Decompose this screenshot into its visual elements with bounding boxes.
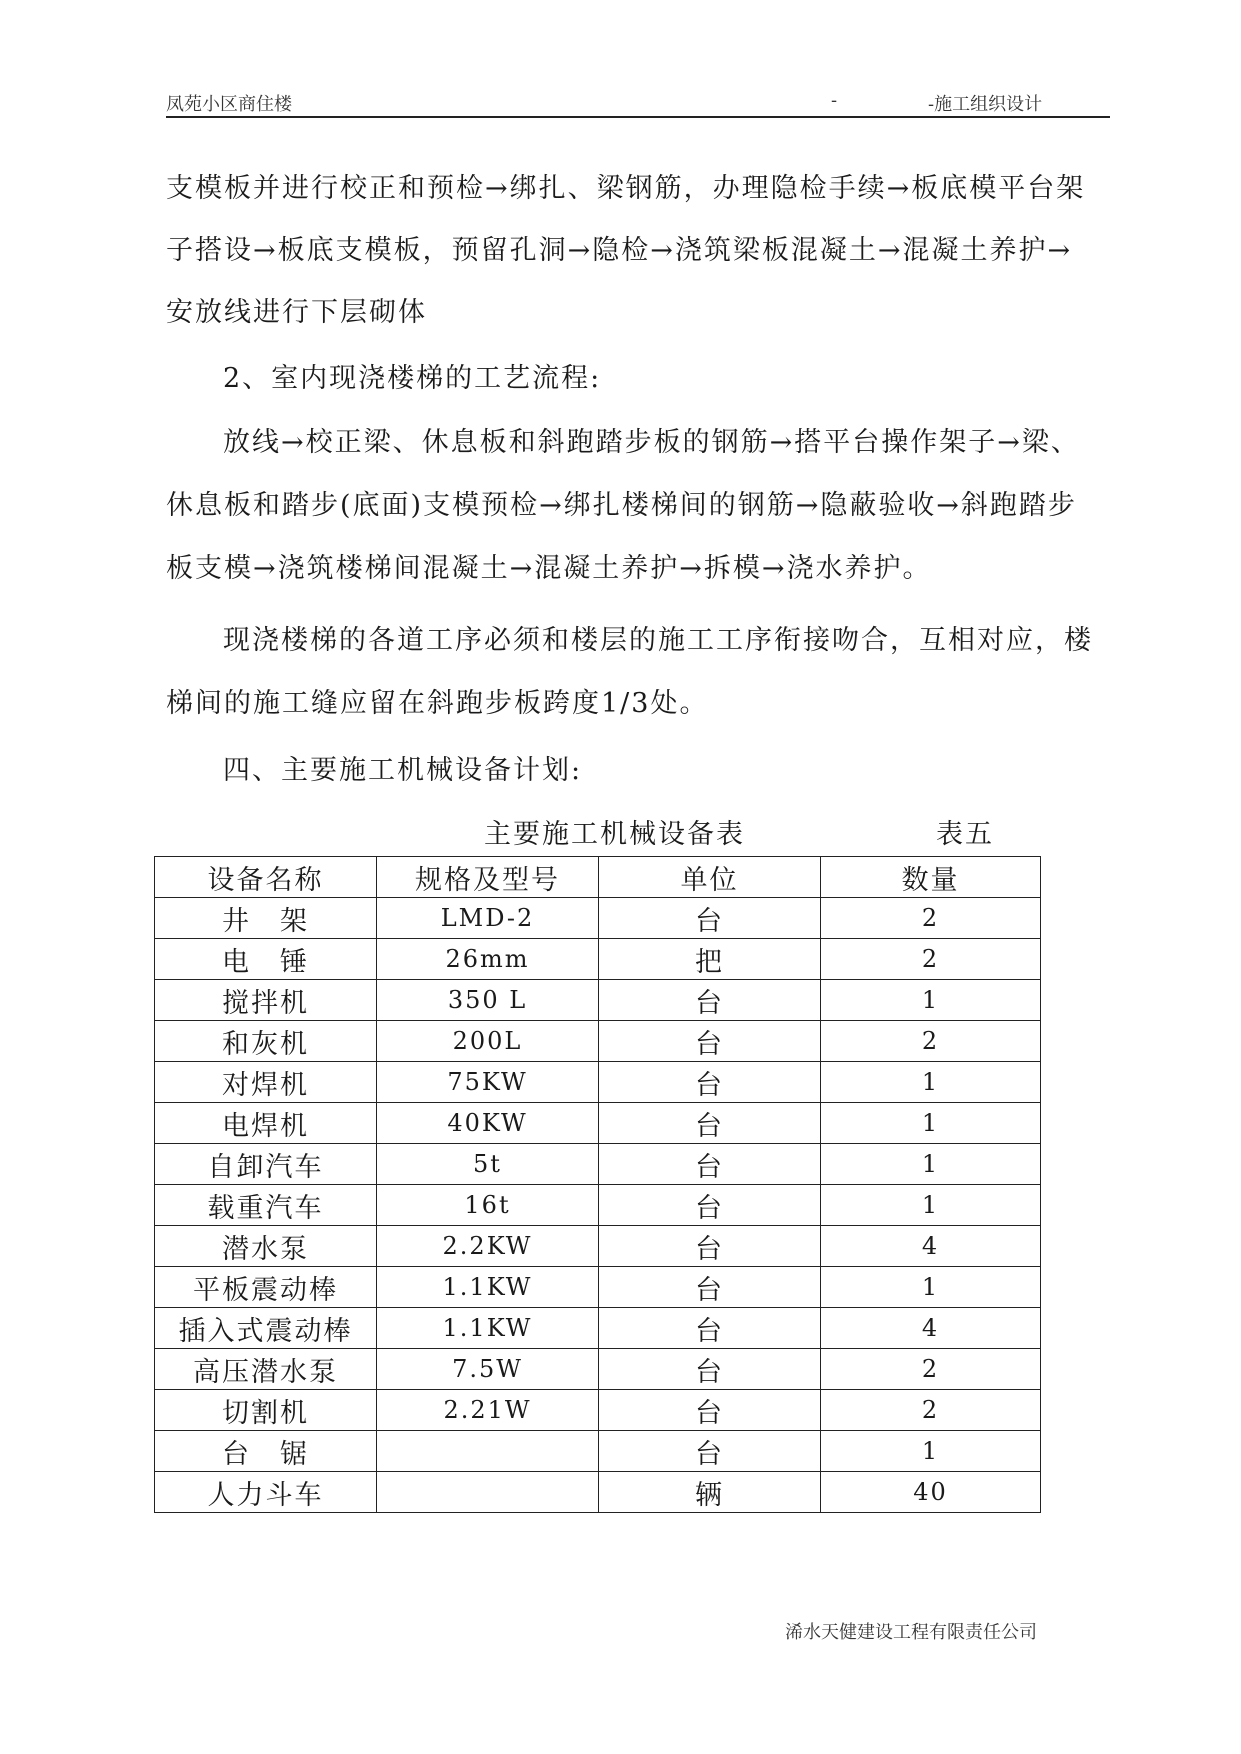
cell-equipment-name: 切割机 xyxy=(155,1390,377,1431)
table-body xyxy=(155,898,1041,1513)
cell-spec xyxy=(377,1431,599,1472)
column-header: 单位 xyxy=(599,857,821,898)
cell-unit: 台 xyxy=(599,1144,821,1185)
table-row xyxy=(155,1021,1041,1062)
cell-unit: 台 xyxy=(599,1103,821,1144)
cell-quantity: 40 xyxy=(821,1472,1041,1513)
cell-equipment-name: 台 锯 xyxy=(155,1431,377,1472)
cell-quantity: 1 xyxy=(821,1144,1041,1185)
cell-quantity: 2 xyxy=(821,1021,1041,1062)
cell-spec: 350 L xyxy=(377,980,599,1021)
equipment-table xyxy=(154,856,1041,1513)
cell-quantity: 2 xyxy=(821,898,1041,939)
table-row xyxy=(155,1103,1041,1144)
cell-spec: 7.5W xyxy=(377,1349,599,1390)
cell-equipment-name: 电焊机 xyxy=(155,1103,377,1144)
text-line: 休息板和踏步(底面)支模预检→绑扎楼梯间的钢筋→隐蔽验收→斜跑踏步 xyxy=(166,490,1077,521)
table-row xyxy=(155,1185,1041,1226)
cell-equipment-name: 高压潜水泵 xyxy=(155,1349,377,1390)
cell-spec: 5t xyxy=(377,1144,599,1185)
table-header-row xyxy=(155,857,1041,898)
cell-equipment-name: 搅拌机 xyxy=(155,980,377,1021)
cell-equipment-name: 载重汽车 xyxy=(155,1185,377,1226)
cell-equipment-name: 平板震动棒 xyxy=(155,1267,377,1308)
table-row xyxy=(155,1349,1041,1390)
text-line: 梯间的施工缝应留在斜跑步板跨度1/3处。 xyxy=(166,688,709,719)
cell-quantity: 1 xyxy=(821,1267,1041,1308)
cell-spec: 200L xyxy=(377,1021,599,1062)
cell-quantity: 2 xyxy=(821,1390,1041,1431)
table-row xyxy=(155,1308,1041,1349)
cell-quantity: 1 xyxy=(821,1062,1041,1103)
table-row xyxy=(155,1267,1041,1308)
cell-spec: 2.2KW xyxy=(377,1226,599,1267)
cell-unit: 台 xyxy=(599,1349,821,1390)
text-line: 现浇楼梯的各道工序必须和楼层的施工工序衔接吻合，互相对应，楼 xyxy=(223,625,1093,656)
cell-unit: 台 xyxy=(599,1267,821,1308)
cell-spec: 1.1KW xyxy=(377,1308,599,1349)
table-row xyxy=(155,1472,1041,1513)
column-header: 数量 xyxy=(821,857,1041,898)
cell-quantity: 1 xyxy=(821,980,1041,1021)
cell-unit: 台 xyxy=(599,1308,821,1349)
cell-equipment-name: 潜水泵 xyxy=(155,1226,377,1267)
cell-unit: 台 xyxy=(599,1021,821,1062)
cell-quantity: 2 xyxy=(821,939,1041,980)
cell-spec: 1.1KW xyxy=(377,1267,599,1308)
cell-spec: 40KW xyxy=(377,1103,599,1144)
header-separator: - xyxy=(831,90,838,111)
cell-quantity: 1 xyxy=(821,1185,1041,1226)
text-line: 子搭设→板底支模板，预留孔洞→隐检→浇筑梁板混凝土→混凝土养护→ xyxy=(166,235,1073,266)
page-header xyxy=(166,86,1110,118)
cell-equipment-name: 和灰机 xyxy=(155,1021,377,1062)
cell-spec: 75KW xyxy=(377,1062,599,1103)
cell-spec: 26mm xyxy=(377,939,599,980)
table-caption: 主要施工机械设备表 xyxy=(484,819,745,850)
cell-quantity: 2 xyxy=(821,1349,1041,1390)
cell-unit: 辆 xyxy=(599,1472,821,1513)
cell-equipment-name: 人力斗车 xyxy=(155,1472,377,1513)
table-number: 表五 xyxy=(936,819,994,850)
table-row xyxy=(155,939,1041,980)
table-row xyxy=(155,1144,1041,1185)
cell-spec xyxy=(377,1472,599,1513)
cell-unit: 台 xyxy=(599,980,821,1021)
cell-unit: 台 xyxy=(599,1226,821,1267)
header-project-name: 凤苑小区商住楼 xyxy=(166,94,292,115)
text-line: 安放线进行下层砌体 xyxy=(166,297,427,328)
text-line: 四、主要施工机械设备计划: xyxy=(223,755,583,786)
header-document-title: -施工组织设计 xyxy=(928,94,1043,115)
text-line: 放线→校正梁、休息板和斜跑踏步板的钢筋→搭平台操作架子→梁、 xyxy=(223,427,1080,458)
cell-equipment-name: 自卸汽车 xyxy=(155,1144,377,1185)
column-header: 规格及型号 xyxy=(377,857,599,898)
text-line: 支模板并进行校正和预检→绑扎、梁钢筋，办理隐检手续→板底模平台架 xyxy=(166,173,1086,204)
cell-unit: 台 xyxy=(599,1390,821,1431)
cell-unit: 把 xyxy=(599,939,821,980)
cell-quantity: 4 xyxy=(821,1226,1041,1267)
table-row xyxy=(155,1062,1041,1103)
cell-equipment-name: 对焊机 xyxy=(155,1062,377,1103)
cell-spec: 2.21W xyxy=(377,1390,599,1431)
cell-quantity: 4 xyxy=(821,1308,1041,1349)
text-line: 2、室内现浇楼梯的工艺流程: xyxy=(223,363,602,394)
table-row xyxy=(155,1431,1041,1472)
cell-quantity: 1 xyxy=(821,1103,1041,1144)
cell-equipment-name: 插入式震动棒 xyxy=(155,1308,377,1349)
column-header: 设备名称 xyxy=(155,857,377,898)
table-row xyxy=(155,1390,1041,1431)
table-row xyxy=(155,898,1041,939)
table-row xyxy=(155,1226,1041,1267)
cell-equipment-name: 井 架 xyxy=(155,898,377,939)
cell-unit: 台 xyxy=(599,1431,821,1472)
footer-company: 浠水天健建设工程有限责任公司 xyxy=(785,1622,1037,1643)
cell-spec: 16t xyxy=(377,1185,599,1226)
cell-unit: 台 xyxy=(599,1062,821,1103)
cell-spec: LMD-2 xyxy=(377,898,599,939)
text-line: 板支模→浇筑楼梯间混凝土→混凝土养护→拆模→浇水养护。 xyxy=(166,553,932,584)
cell-equipment-name: 电 锤 xyxy=(155,939,377,980)
cell-unit: 台 xyxy=(599,898,821,939)
cell-quantity: 1 xyxy=(821,1431,1041,1472)
cell-unit: 台 xyxy=(599,1185,821,1226)
table-row xyxy=(155,980,1041,1021)
